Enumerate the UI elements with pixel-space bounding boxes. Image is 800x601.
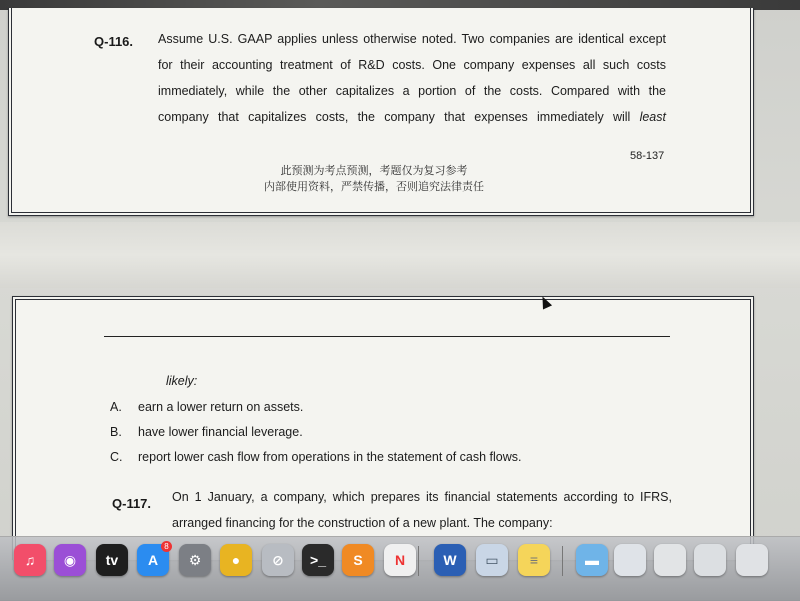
question-line: arranged financing for the construction of a new plant. The company: [172,516,553,530]
emphasis-least: least [639,110,666,124]
document-thumb-2-icon[interactable] [654,544,686,576]
option-b-text: have lower financial leverage. [138,425,303,439]
option-c-text: report lower cash flow from operations in the statement of cash flows. [138,450,522,464]
question-line: for their accounting treatment of R&D costs. One company expenses all such costs [158,58,666,72]
sublime-text-icon[interactable]: S [342,544,374,576]
question-number-116: Q-116. [94,34,134,49]
continuation-text: likely: [166,374,198,388]
question-line: immediately, while the other capitalizes a portion of the costs. Compared with the [158,84,666,98]
question-116-text [158,26,666,130]
question-line: Assume U.S. GAAP applies unless otherwise noted. Two companies are identical except [158,32,666,46]
option-a-letter: A. [110,400,122,414]
page-number: 58-137 [630,150,665,162]
word-app-icon[interactable]: W [434,544,466,576]
document-thumb-4-icon[interactable] [736,544,768,576]
question-117-text [172,484,672,536]
chrome-app-icon[interactable]: ● [220,544,252,576]
news-app-icon[interactable]: N [384,544,416,576]
blocked-app-icon[interactable]: ⊘ [262,544,294,576]
podcasts-app-icon[interactable]: ◉ [54,544,86,576]
question-line: On 1 January, a company, which prepares its financial statements according to IFRS, [172,490,672,504]
document-thumb-3-icon[interactable] [694,544,726,576]
tv-app-icon[interactable]: tv [96,544,128,576]
question-line: company that capitalizes costs, the company that expenses immediately will least [158,110,666,124]
dock-separator [418,546,419,576]
page-gap [0,222,800,288]
option-c-letter: C. [110,450,123,464]
watermark-line-2: 内部使用资料，严禁传播，否则追究法律责任 [264,180,484,193]
watermark-line-1: 此预测为考点预测，考题仅为复习参考 [280,164,468,177]
option-a-text: earn a lower return on assets. [138,400,304,414]
document-thumb-1-icon[interactable] [614,544,646,576]
notification-badge: 8 [161,541,172,552]
music-app-icon[interactable]: ♫ [14,544,46,576]
dock-separator [562,546,563,576]
document-page-bottom [12,296,754,560]
notes-app-icon[interactable]: ≡ [518,544,550,576]
document-page-top [8,8,754,216]
header-rule [104,336,670,337]
system-preferences-icon[interactable]: ⚙ [179,544,211,576]
question-number-117: Q-117. [112,496,152,511]
option-b-letter: B. [110,425,122,439]
folder-icon[interactable]: ▬ [576,544,608,576]
terminal-app-icon[interactable]: >_ [302,544,334,576]
preview-app-icon[interactable]: ▭ [476,544,508,576]
app-store-icon[interactable]: A [137,544,169,576]
